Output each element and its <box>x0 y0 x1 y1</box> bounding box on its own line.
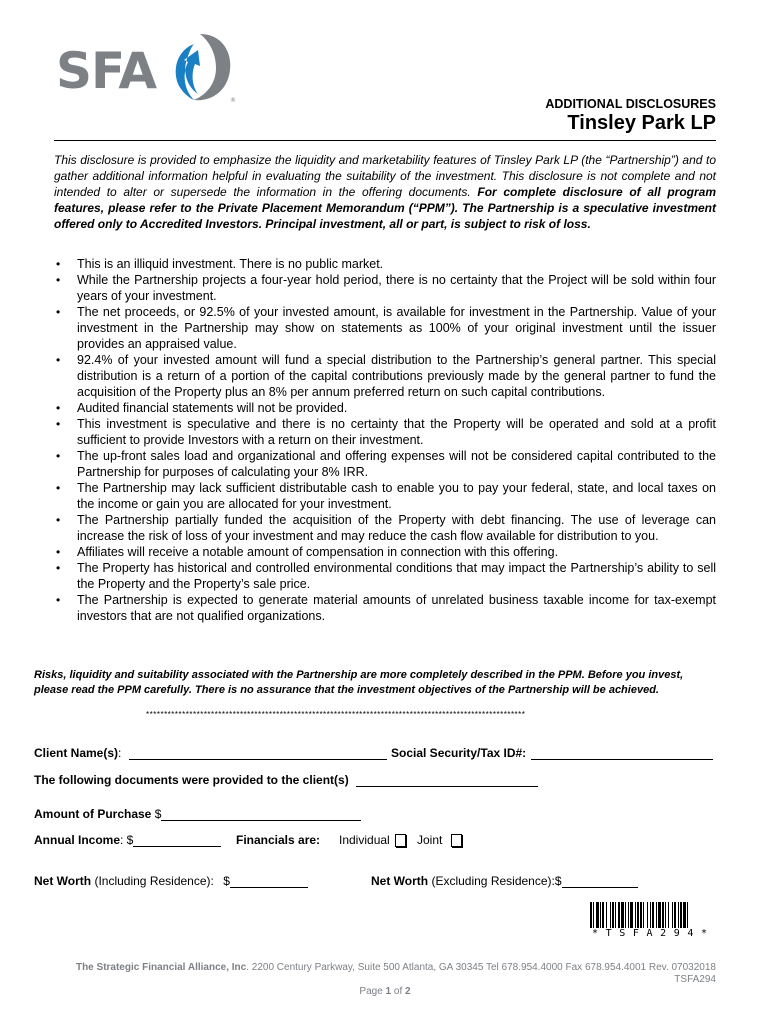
barcode-bar <box>652 902 654 928</box>
ssn-input[interactable] <box>531 747 713 760</box>
footer-address-line <box>54 961 716 974</box>
bullet-icon: • <box>56 481 61 495</box>
list-item: • The Property has historical and controlled environmental conditions that may impact the Partnership’s ability to sell the Property and the Property’s sale price. <box>56 561 716 591</box>
barcode-bar <box>665 902 666 928</box>
list-item: • While the Partnership projects a four-year hold period, there is no certainty that the Project will be sold within four years of your investment. <box>56 273 716 303</box>
barcode-bar <box>658 902 661 928</box>
list-item: • The up-front sales load and organizational and offering expenses will not be considered capital contributed to the Partnership for purposes of calculating your 8% IRR. <box>56 449 716 479</box>
bullet-icon: • <box>56 449 61 463</box>
footer-company: The Strategic Financial Alliance, Inc <box>75 962 247 973</box>
financials-label: Financials are: <box>236 833 321 847</box>
financials-field <box>236 833 320 847</box>
footer-form-code: TSFA294 <box>674 974 716 985</box>
barcode-bar <box>647 902 648 928</box>
barcode-bar <box>590 902 592 928</box>
barcode-bar <box>668 902 669 928</box>
intro-text: This disclosure is provided to emphasize the liquidity and marketability features of Tinsley Park LP (the “Partnership”) and to gather additional information helpful in evaluating the suitability of the investment. This disclosure is not complete and not intended to alter or supersede the information in the offering documents. <box>54 153 716 199</box>
separator-stars: ********************************************************************************************************* <box>146 710 526 719</box>
intro-bold-text: For complete disclosure of all program features, please refer to the Private Placement Memorandum (“PPM”). The Partnership is a speculative investment offered only to Accredited Investors. Principal investment, all or part, is subject to risk of loss. <box>54 185 716 231</box>
logo-text: SFA <box>56 42 157 100</box>
barcode-bar <box>615 902 616 928</box>
list-item: • 92.4% of your invested amount will fund a special distribution to the Partnership’s general partner. This special distribution is a return of a portion of the capital contributions previously made by the general partner to fund the acquisition of the Property plus an 8% per annum preferred return on such capital contributions. <box>56 353 716 399</box>
net-worth-excl-input[interactable] <box>562 875 638 888</box>
barcode-bar <box>630 902 633 928</box>
client-names-field: Client Name(s): <box>34 746 387 760</box>
bullet-icon: • <box>56 401 61 415</box>
bullet-icon: • <box>56 513 61 527</box>
barcode-bar <box>662 902 664 928</box>
net-worth-excl-field: Net Worth (Excluding Residence):$ <box>371 874 638 888</box>
amount-label: Amount of Purchase <box>34 807 152 821</box>
joint-option <box>417 833 462 847</box>
net-worth-incl-field: Net Worth (Including Residence): $ <box>34 874 308 888</box>
barcode-bar <box>680 902 682 928</box>
sfa-logo <box>56 28 246 110</box>
individual-option <box>339 833 406 847</box>
joint-checkbox[interactable] <box>451 834 462 847</box>
client-names-input[interactable] <box>129 747 387 760</box>
list-item: • This is an illiquid investment. There is no public market. <box>56 257 384 271</box>
individual-checkbox[interactable] <box>395 834 406 847</box>
net-worth-label: Net Worth <box>34 874 92 888</box>
barcode-bar <box>656 902 657 928</box>
list-item: • The net proceeds, or 92.5% of your invested amount, is available for investment in the Partnership. Value of your investment in the Partnership may show on statements as 100% of your original investment until the issuer provides an appraised value. <box>56 305 716 351</box>
fund-name: Tinsley Park LP <box>567 112 716 134</box>
barcode-bar <box>606 902 607 928</box>
documents-input[interactable] <box>356 774 538 787</box>
header-rule <box>54 140 716 141</box>
disclosure-list <box>54 256 716 624</box>
barcode-bar <box>596 902 599 928</box>
ssn-label: Social Security/Tax ID#: <box>391 746 527 760</box>
barcode-bar <box>672 902 673 928</box>
list-item: • The Partnership may lack sufficient distributable cash to enable you to pay your federal, state, and local taxes on the income or gain you are allocated for your investment. <box>56 481 716 511</box>
barcode-bar <box>618 902 620 928</box>
barcode-bar <box>637 902 639 928</box>
barcode-bar <box>678 902 679 928</box>
bullet-icon: • <box>56 593 61 607</box>
net-worth-incl-input[interactable] <box>230 875 308 888</box>
individual-label: Individual <box>339 833 390 847</box>
list-item: • The Partnership is expected to generate material amounts of unrelated business taxable income for tax-exempt investors that are not qualified organizations. <box>56 593 716 623</box>
barcode-bar <box>602 902 604 928</box>
barcode-bar <box>593 902 594 928</box>
joint-label: Joint <box>417 833 443 847</box>
section-title: ADDITIONAL DISCLOSURES <box>545 97 716 111</box>
documents-label: The following documents were provided to the client(s) <box>34 773 349 787</box>
list-item: • Affiliates will receive a notable amount of compensation in connection with this offering. <box>56 545 559 559</box>
bullet-icon: • <box>56 305 61 319</box>
barcode-bar <box>643 902 644 928</box>
bullet-icon: • <box>56 561 61 575</box>
net-worth-excl-label: Net Worth <box>371 874 429 888</box>
list-item: • Audited financial statements will not be provided. <box>56 401 348 415</box>
amount-input[interactable] <box>161 808 361 821</box>
footer-address: . 2200 Century Parkway, Suite 500 Atlanta, GA 30345 Tel 678.954.4000 Fax 678.954.4001 Rev. 07032018 <box>246 962 716 973</box>
logo-swoosh-icon <box>164 28 236 106</box>
barcode-bar <box>600 902 601 928</box>
barcode-bar <box>628 902 629 928</box>
svg-text:®: ® <box>230 97 236 104</box>
bullet-icon: • <box>56 545 61 559</box>
annual-income-label: Annual Income <box>34 833 121 847</box>
barcode-bar <box>650 902 651 928</box>
client-names-label: Client Name(s) <box>34 746 119 760</box>
barcode-icon <box>590 902 716 928</box>
bullet-icon: • <box>56 417 61 431</box>
bullet-icon: • <box>56 273 61 287</box>
barcode-bar <box>683 902 686 928</box>
barcode-bar <box>635 902 636 928</box>
ssn-field <box>391 746 713 760</box>
documents-field <box>34 773 538 787</box>
risks-statement: Risks, liquidity and suitability associated with the Partnership are more completely described in the PPM. Before you invest, please read the PPM carefully. There is no assurance that the investment objectives of the Partnership will be achieved. <box>34 669 684 696</box>
barcode-text: *TSFA294* <box>592 928 715 939</box>
bullet-icon: • <box>56 353 61 367</box>
barcode-bar <box>621 902 624 928</box>
barcode-bar <box>612 902 614 928</box>
bullet-icon: • <box>56 257 61 271</box>
annual-income-field: Annual Income: $ <box>34 833 221 847</box>
page-number: Page 1 of 2 <box>359 986 411 997</box>
list-item: • This investment is speculative and there is no certainty that the Property will be operated and sold at a profit sufficient to provide Investors with a return on their investment. <box>56 417 716 447</box>
barcode-bar <box>610 902 611 928</box>
barcode-bar <box>640 902 642 928</box>
list-item: • The Partnership partially funded the acquisition of the Property with debt financing. The use of leverage can increase the risk of loss of your investment and may reduce the cash flow available for distribution to you. <box>56 513 716 543</box>
amount-field: Amount of Purchase $ <box>34 807 361 821</box>
barcode-bar <box>625 902 626 928</box>
barcode-bar <box>687 902 688 928</box>
intro-paragraph <box>54 152 716 232</box>
barcode-bar <box>674 902 676 928</box>
annual-income-input[interactable] <box>133 834 221 847</box>
